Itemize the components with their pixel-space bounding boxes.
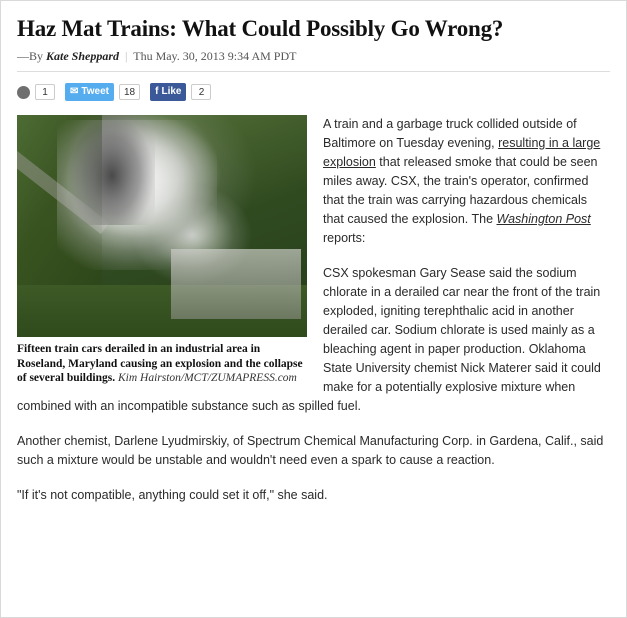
article-figure bbox=[17, 115, 307, 386]
tweet-count[interactable]: 18 bbox=[119, 84, 140, 100]
paragraph-4: "If it's not compatible, anything could set it off," she said. bbox=[17, 488, 328, 502]
photo-credit: Kim Hairston/MCT/ZUMAPRESS.com bbox=[117, 372, 297, 384]
facebook-button-label: Like bbox=[161, 86, 182, 97]
facebook-like-button[interactable] bbox=[150, 83, 186, 101]
social-share-bar bbox=[17, 81, 610, 103]
photo-caption bbox=[17, 337, 307, 386]
paragraph-2: CSX spokesman Gary Sease said the sodium chlorate in a derailed car near the front of the train exploded, igniting terephthalic acid in another derailed car. Sodium chlorate is used mainly as a bleaching agent in paper production. Oklahoma State University chemist Nick Materer said it could make for a potentially explosive mixture when combined with an incompatible substance such as spilled fuel. bbox=[17, 266, 601, 413]
comment-count[interactable]: 1 bbox=[35, 84, 55, 100]
washington-post-link[interactable]: Washington Post bbox=[496, 212, 591, 226]
facebook-f-icon: f bbox=[155, 86, 159, 97]
explosion-link[interactable]: resulting in a large explosion bbox=[323, 136, 601, 169]
facebook-count[interactable]: 2 bbox=[191, 84, 211, 100]
comment-bubble-icon[interactable] bbox=[17, 86, 30, 99]
photo-dark-smoke bbox=[69, 115, 155, 225]
twitter-bird-icon: ✉ bbox=[70, 86, 79, 97]
byline-by-label: —By bbox=[17, 49, 44, 63]
page-title: Haz Mat Trains: What Could Possibly Go Wrong? bbox=[17, 16, 504, 41]
tweet-button-label: Tweet bbox=[81, 86, 109, 97]
paragraph-3: Another chemist, Darlene Lyudmirskiy, of Spectrum Chemical Manufacturing Corp. in Gardena, Calif., said such a mixture would be unstable and wouldn't need even a spark to cause a reaction. bbox=[17, 434, 604, 467]
article-photo bbox=[17, 115, 307, 337]
comments-group[interactable] bbox=[17, 84, 55, 100]
byline-separator: | bbox=[125, 49, 128, 63]
byline-author[interactable]: Kate Sheppard bbox=[46, 49, 120, 63]
paragraph-1-lead: A train and a garbage truck collided outside of Baltimore on Tuesday evening, bbox=[323, 117, 577, 150]
photo-caption-text: Fifteen train cars derailed in an industrial area in Roseland, Maryland causing an explosion and the collapse of several buildings. bbox=[17, 343, 303, 384]
article-container bbox=[1, 1, 626, 505]
article-body bbox=[17, 115, 610, 505]
twitter-group[interactable] bbox=[65, 83, 140, 101]
byline-date: Thu May. 30, 2013 9:34 AM PDT bbox=[133, 49, 297, 63]
paragraph-1-mid: that released smoke that could be seen miles away. CSX, the train's operator, confirmed that the train was carrying hazardous chemicals that caused the explosion. The bbox=[323, 155, 598, 226]
facebook-group[interactable] bbox=[150, 83, 211, 101]
paragraph-1-end: reports: bbox=[323, 231, 366, 245]
byline bbox=[17, 49, 610, 72]
tweet-button[interactable] bbox=[65, 83, 114, 101]
